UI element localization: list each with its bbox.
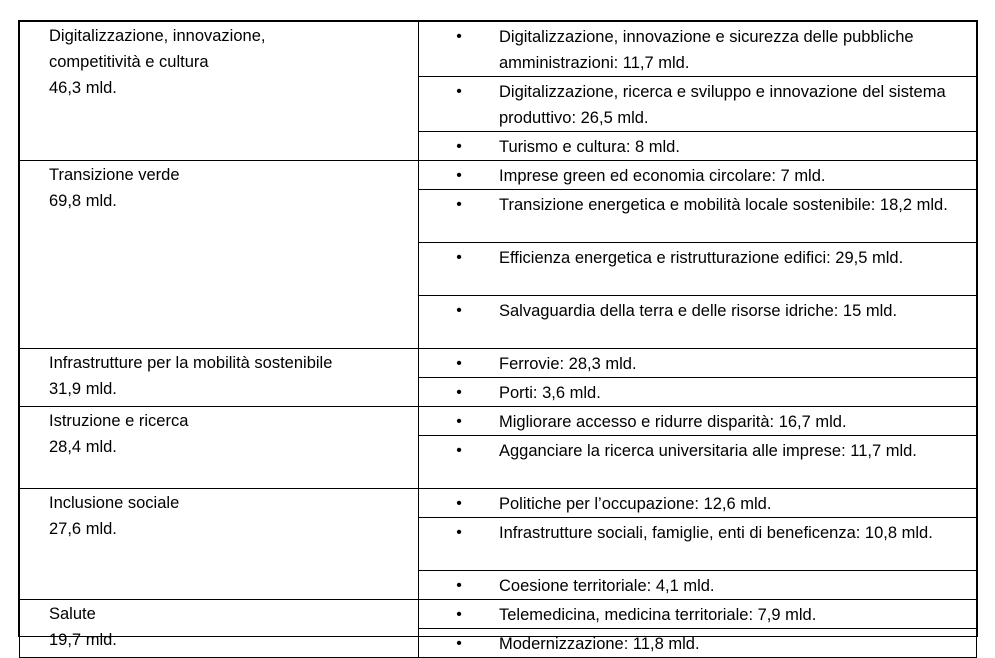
table-row: [20, 600, 977, 629]
bullet-icon: •: [456, 302, 462, 319]
list-item: [419, 438, 966, 464]
table-row: [20, 22, 977, 77]
component-cell: [419, 571, 977, 600]
bullet-icon: •: [456, 167, 462, 184]
list-item: [419, 491, 966, 517]
component-cell: [419, 436, 977, 489]
bullet-icon: •: [456, 196, 462, 213]
mission-cell-infrastrutture: [20, 349, 419, 407]
list-item: [419, 298, 966, 324]
component-cell: [419, 349, 977, 378]
bullet-icon: •: [456, 495, 462, 512]
bullet-icon: •: [456, 413, 462, 430]
mission-title-line: Inclusione sociale: [49, 494, 180, 512]
component-cell: [419, 77, 977, 132]
mission-title-line: Digitalizzazione, innovazione,: [49, 27, 266, 45]
mission-title-line: competitività e cultura: [49, 53, 209, 71]
bullet-icon: •: [456, 28, 462, 45]
mission-title-line: Istruzione e ricerca: [49, 412, 189, 430]
bullet-icon: •: [456, 355, 462, 372]
component-text: Digitalizzazione, innovazione e sicurezza delle pubbliche amministrazioni: 11,7 mld.: [499, 28, 914, 72]
component-cell: [419, 161, 977, 190]
mission-amount: 46,3 mld.: [49, 79, 117, 97]
bullet-icon: •: [456, 384, 462, 401]
table-row: [20, 407, 977, 436]
bullet-icon: •: [456, 442, 462, 459]
component-text: Digitalizzazione, ricerca e sviluppo e innovazione del sistema produttivo: 26,5 mld.: [499, 83, 946, 127]
component-text: Efficienza energetica e ristrutturazione edifici: 29,5 mld.: [499, 249, 904, 267]
mission-cell-istruzione: [20, 407, 419, 489]
mission-title-line: Salute: [49, 605, 96, 623]
list-item: [419, 163, 966, 189]
mission-cell-transizione-verde: [20, 161, 419, 349]
component-text: Imprese green ed economia circolare: 7 mld.: [499, 167, 826, 185]
mission-title-line: Infrastrutture per la mobilità sostenibile: [49, 354, 333, 372]
component-text: Coesione territoriale: 4,1 mld.: [499, 577, 715, 595]
bullet-icon: •: [456, 83, 462, 100]
bullet-icon: •: [456, 606, 462, 623]
mission-cell-digitalizzazione: [20, 22, 419, 161]
bullet-icon: •: [456, 138, 462, 155]
funding-table: [18, 20, 978, 653]
bullet-icon: •: [456, 635, 462, 652]
list-item: [419, 192, 966, 218]
mission-title-line: Transizione verde: [49, 166, 180, 184]
table-row: [20, 161, 977, 190]
component-text: Turismo e cultura: 8 mld.: [499, 138, 680, 156]
list-item: [419, 245, 966, 271]
list-item: [419, 520, 966, 546]
list-item: [419, 134, 966, 160]
bullet-icon: •: [456, 524, 462, 541]
mission-cell-salute: [20, 600, 419, 658]
list-item: [419, 573, 966, 599]
component-cell: [419, 190, 977, 243]
component-text: Modernizzazione: 11,8 mld.: [499, 635, 700, 653]
component-cell: [419, 407, 977, 436]
funding-table-grid: [19, 21, 977, 658]
mission-amount: 28,4 mld.: [49, 438, 117, 456]
mission-amount: 27,6 mld.: [49, 520, 117, 538]
component-text: Ferrovie: 28,3 mld.: [499, 355, 637, 373]
component-text: Politiche per l’occupazione: 12,6 mld.: [499, 495, 772, 513]
mission-cell-inclusione: [20, 489, 419, 600]
component-cell: [419, 22, 977, 77]
bullet-icon: •: [456, 577, 462, 594]
component-cell: [419, 243, 977, 296]
mission-amount: 69,8 mld.: [49, 192, 117, 210]
component-text: Migliorare accesso e ridurre disparità: 16,7 mld.: [499, 413, 847, 431]
component-cell: [419, 629, 977, 658]
component-cell: [419, 518, 977, 571]
list-item: [419, 631, 966, 657]
list-item: [419, 79, 966, 131]
component-cell: [419, 489, 977, 518]
component-cell: [419, 132, 977, 161]
component-text: Infrastrutture sociali, famiglie, enti di beneficenza: 10,8 mld.: [499, 524, 933, 542]
table-row: [20, 349, 977, 378]
component-text: Salvaguardia della terra e delle risorse idriche: 15 mld.: [499, 302, 898, 320]
list-item: [419, 351, 966, 377]
component-cell: [419, 378, 977, 407]
component-text: Transizione energetica e mobilità locale sostenibile: 18,2 mld.: [499, 196, 948, 214]
list-item: [419, 602, 966, 628]
component-text: Porti: 3,6 mld.: [499, 384, 601, 402]
bullet-icon: •: [456, 249, 462, 266]
list-item: [419, 409, 966, 435]
component-cell: [419, 296, 977, 349]
component-text: Telemedicina, medicina territoriale: 7,9 mld.: [499, 606, 817, 624]
list-item: [419, 24, 966, 76]
component-text: Agganciare la ricerca universitaria alle imprese: 11,7 mld.: [499, 442, 917, 460]
component-cell: [419, 600, 977, 629]
list-item: [419, 380, 966, 406]
mission-amount: 31,9 mld.: [49, 380, 117, 398]
mission-amount: 19,7 mld.: [49, 631, 117, 649]
table-row: [20, 489, 977, 518]
